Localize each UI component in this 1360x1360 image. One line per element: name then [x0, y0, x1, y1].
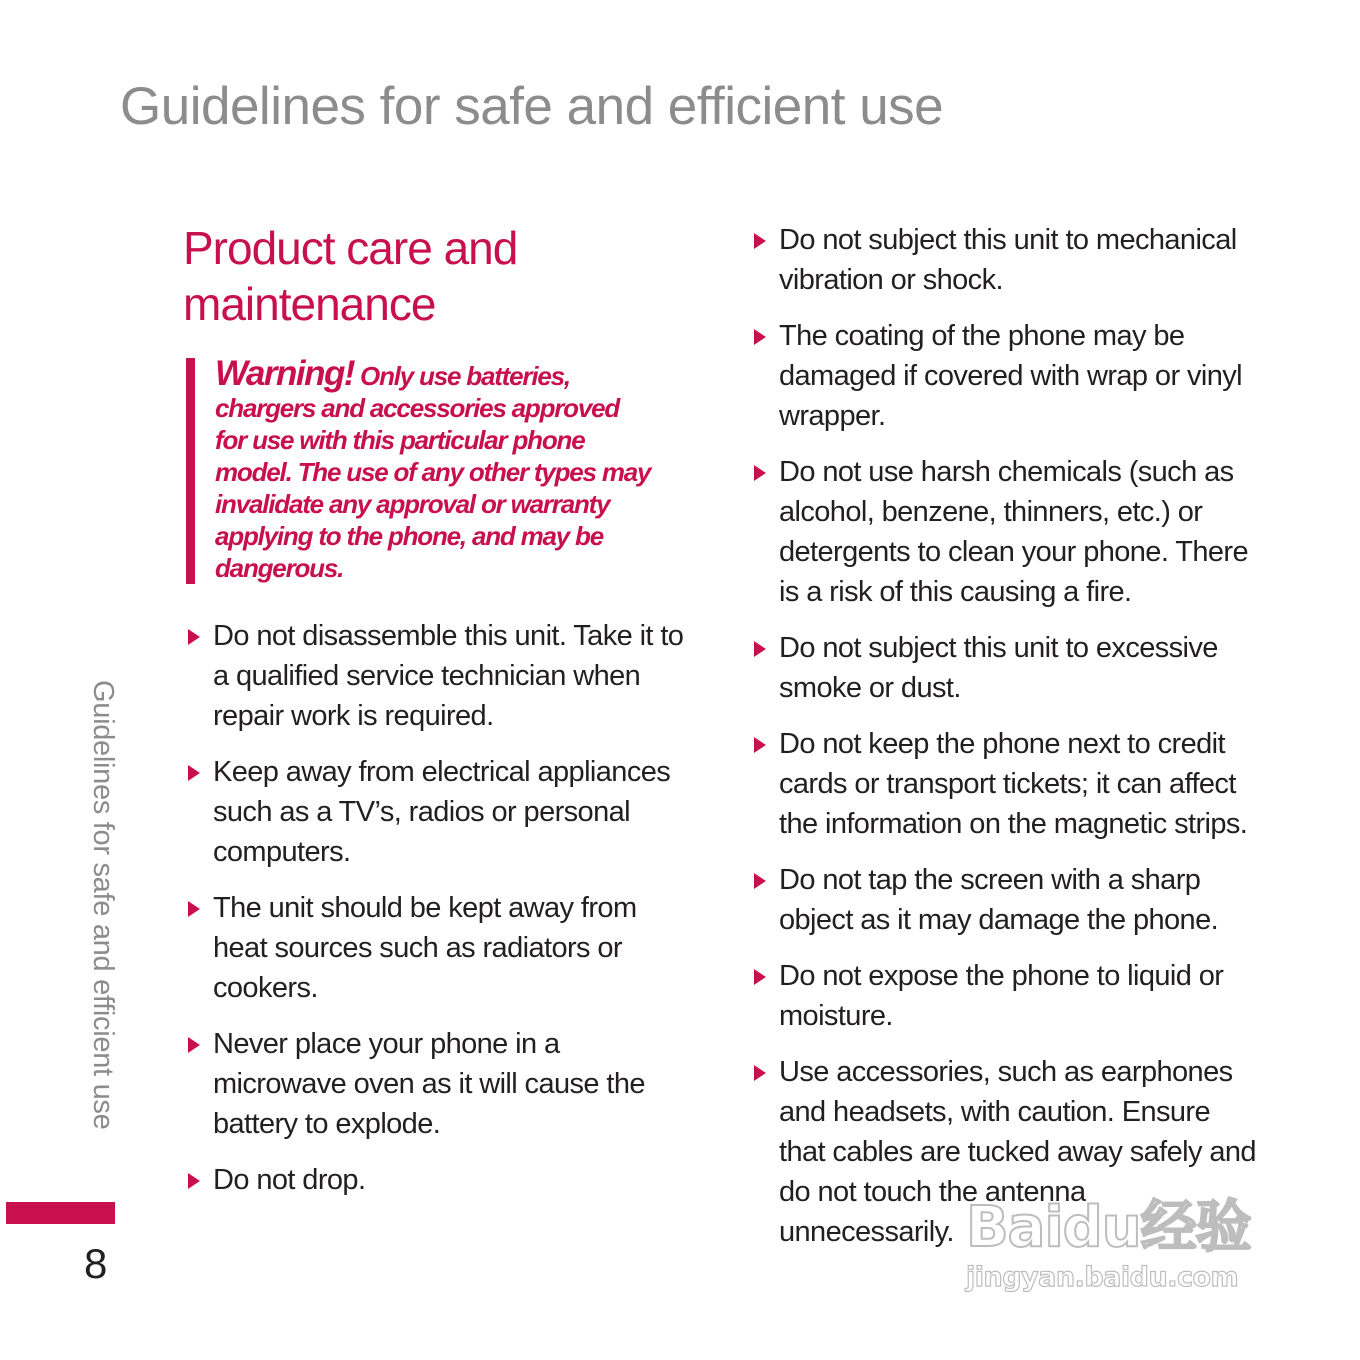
list-item-text: Do not subject this unit to excessive smoke or dust.: [779, 632, 1218, 704]
triangle-bullet-icon: [188, 765, 200, 781]
care-list-left: [186, 616, 686, 1216]
triangle-bullet-icon: [754, 329, 766, 345]
list-item: [752, 956, 1262, 1036]
list-item: [752, 860, 1262, 940]
triangle-bullet-icon: [754, 233, 766, 249]
warning-box: [186, 354, 656, 584]
triangle-bullet-icon: [754, 1065, 766, 1081]
page-number: 8: [84, 1240, 108, 1287]
list-item: [752, 220, 1262, 300]
triangle-bullet-icon: [754, 737, 766, 753]
list-item-text: Do not expose the phone to liquid or moisture.: [779, 960, 1224, 1032]
list-item: [186, 1024, 686, 1144]
list-item: [752, 452, 1262, 612]
triangle-bullet-icon: [188, 629, 200, 645]
list-item: [752, 724, 1262, 844]
triangle-bullet-icon: [754, 969, 766, 985]
side-section-label: Guidelines for safe and efficient use: [87, 680, 119, 1130]
triangle-bullet-icon: [188, 1173, 200, 1189]
list-item: [186, 752, 686, 872]
list-item-text: Do not use harsh chemicals (such as alcohol, benzene, thinners, etc.) or detergents to clean your phone. There is a risk of this causing a fire.: [779, 456, 1248, 608]
list-item-text: Do not disassemble this unit. Take it to a qualified service technician when repair work is required.: [213, 620, 684, 732]
warning-body: Only use batteries, chargers and accessories approved for use with this particular phone model. The use of any other types may invalidate any approval or warranty applying to the phone, and may be dangerous.: [215, 361, 651, 583]
list-item-text: Do not tap the screen with a sharp object as it may damage the phone.: [779, 864, 1219, 936]
list-item-text: Never place your phone in a microwave oven as it will cause the battery to explode.: [213, 1028, 645, 1140]
section-heading: Product care and maintenance: [183, 222, 518, 330]
triangle-bullet-icon: [754, 873, 766, 889]
list-item: [186, 1160, 686, 1200]
list-item-text: Do not drop.: [213, 1164, 366, 1196]
list-item-text: Keep away from electrical appliances such as a TV’s, radios or personal computers.: [213, 756, 671, 868]
list-item-text: Do not subject this unit to mechanical vibration or shock.: [779, 224, 1237, 296]
list-item: [752, 316, 1262, 436]
list-item-text: Do not keep the phone next to credit cards or transport tickets; it can affect the information on the magnetic strips.: [779, 728, 1248, 840]
warning-text: [215, 354, 656, 584]
triangle-bullet-icon: [188, 901, 200, 917]
list-item: [186, 616, 686, 736]
page-marker-bar: [6, 1202, 115, 1224]
triangle-bullet-icon: [754, 641, 766, 657]
watermark-logo: Baidu经验: [966, 1195, 1251, 1260]
list-item: [752, 628, 1262, 708]
warning-label: Warning!: [215, 354, 355, 393]
triangle-bullet-icon: [754, 465, 766, 481]
triangle-bullet-icon: [188, 1037, 200, 1053]
care-list-right: [752, 220, 1262, 1268]
list-item-text: The unit should be kept away from heat sources such as radiators or cookers.: [213, 892, 637, 1004]
baidu-watermark: [966, 1196, 1286, 1316]
list-item-text: Use accessories, such as earphones and headsets, with caution. Ensure that cables are tucked away safely and do not touch the antenna unnecessarily.: [779, 1056, 1256, 1248]
watermark-url: jingyan.baidu.com: [966, 1262, 1239, 1293]
list-item: [186, 888, 686, 1008]
list-item-text: The coating of the phone may be damaged if covered with wrap or vinyl wrapper.: [779, 320, 1242, 432]
page-title: Guidelines for safe and efficient use: [120, 77, 944, 136]
